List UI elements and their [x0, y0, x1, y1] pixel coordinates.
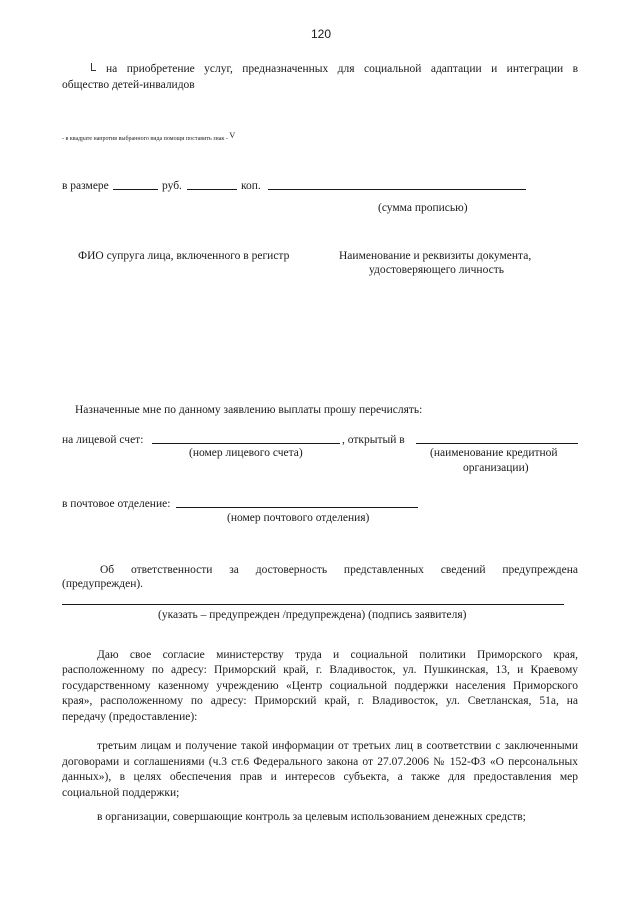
consent-p1-line5: передачу (предоставление):	[62, 711, 198, 723]
opened-label: , открытый в	[342, 434, 405, 446]
consent-p2-line3: данных»), в целях обеспечения прав и интересов субъекта, а также для предоставления мер	[62, 771, 578, 783]
amount-prefix: в размере	[62, 180, 109, 192]
spouse-fio-label: ФИО супруга лица, включенного в регистр	[78, 250, 290, 262]
consent-p1-line2: расположенному по адресу: Приморский край, г. Владивосток, ул. Пушкинская, 13, и Краевому	[62, 664, 578, 676]
amount-rub-field[interactable]	[113, 189, 158, 190]
post-office-field[interactable]	[176, 507, 418, 508]
consent-p1-line1: Даю свое согласие министерству труда и социальной политики Приморского края,	[97, 649, 578, 661]
post-label: в почтовое отделение:	[62, 498, 171, 510]
account-caption: (номер лицевого счета)	[189, 447, 303, 459]
consent-p3: в организации, совершающие контроль за целевым использованием денежных средств;	[97, 811, 526, 823]
amount-kop-field[interactable]	[187, 189, 237, 190]
footnote-text: - в квадрате напротив выбранного вида помощи поставить знак -	[62, 136, 228, 142]
consent-p2-line4: социальной поддержки;	[62, 787, 180, 799]
option-text-line2: общество детей-инвалидов	[62, 79, 195, 91]
bank-caption-line2: организации)	[463, 462, 529, 474]
consent-p1-line4: края», расположенному по адресу: Приморский край, г. Владивосток, ул. Светланская, 51а, на	[62, 695, 578, 707]
responsibility-caption: (указать – предупрежден /предупреждена) (подпись заявителя)	[158, 609, 467, 621]
page-number: 120	[311, 27, 332, 41]
amount-rub-label: руб.	[162, 180, 182, 192]
bank-name-field[interactable]	[416, 443, 578, 444]
payments-intro: Назначенные мне по данному заявлению выплаты прошу перечислять:	[75, 404, 423, 416]
amount-kop-label: коп.	[241, 180, 261, 192]
amount-caption: (сумма прописью)	[378, 202, 468, 214]
signature-field[interactable]	[62, 604, 564, 605]
option-checkbox[interactable]	[91, 63, 96, 71]
bank-caption-line1: (наименование кредитной	[430, 447, 558, 459]
consent-p2-line1: третьим лицам и получение такой информации от третьих лиц в соответствии с заключенными	[97, 740, 578, 752]
option-text-line1: на приобретение услуг, предназначенных для социальной адаптации и интеграции в	[106, 63, 578, 75]
spouse-doc-label-line1: Наименование и реквизиты документа,	[339, 250, 532, 262]
footnote-mark: V	[229, 131, 236, 140]
post-caption: (номер почтового отделения)	[227, 512, 370, 524]
account-label: на лицевой счет:	[62, 434, 144, 446]
amount-words-field[interactable]	[268, 189, 526, 190]
account-number-field[interactable]	[152, 443, 340, 444]
responsibility-line1: Об ответственности за достоверность представленных сведений предупреждена	[100, 564, 578, 576]
spouse-doc-label-line2: удостоверяющего личность	[369, 264, 504, 276]
consent-p2-line2: договорами и соглашениями (ч.3 ст.6 Федерального закона от 27.07.2006 № 152-ФЗ «О персональных	[62, 756, 578, 768]
responsibility-line2: (предупрежден).	[62, 578, 144, 590]
consent-p1-line3: государственному казенному учреждению «Центр социальной поддержки населения Приморского	[62, 680, 578, 692]
footnote	[62, 132, 235, 143]
